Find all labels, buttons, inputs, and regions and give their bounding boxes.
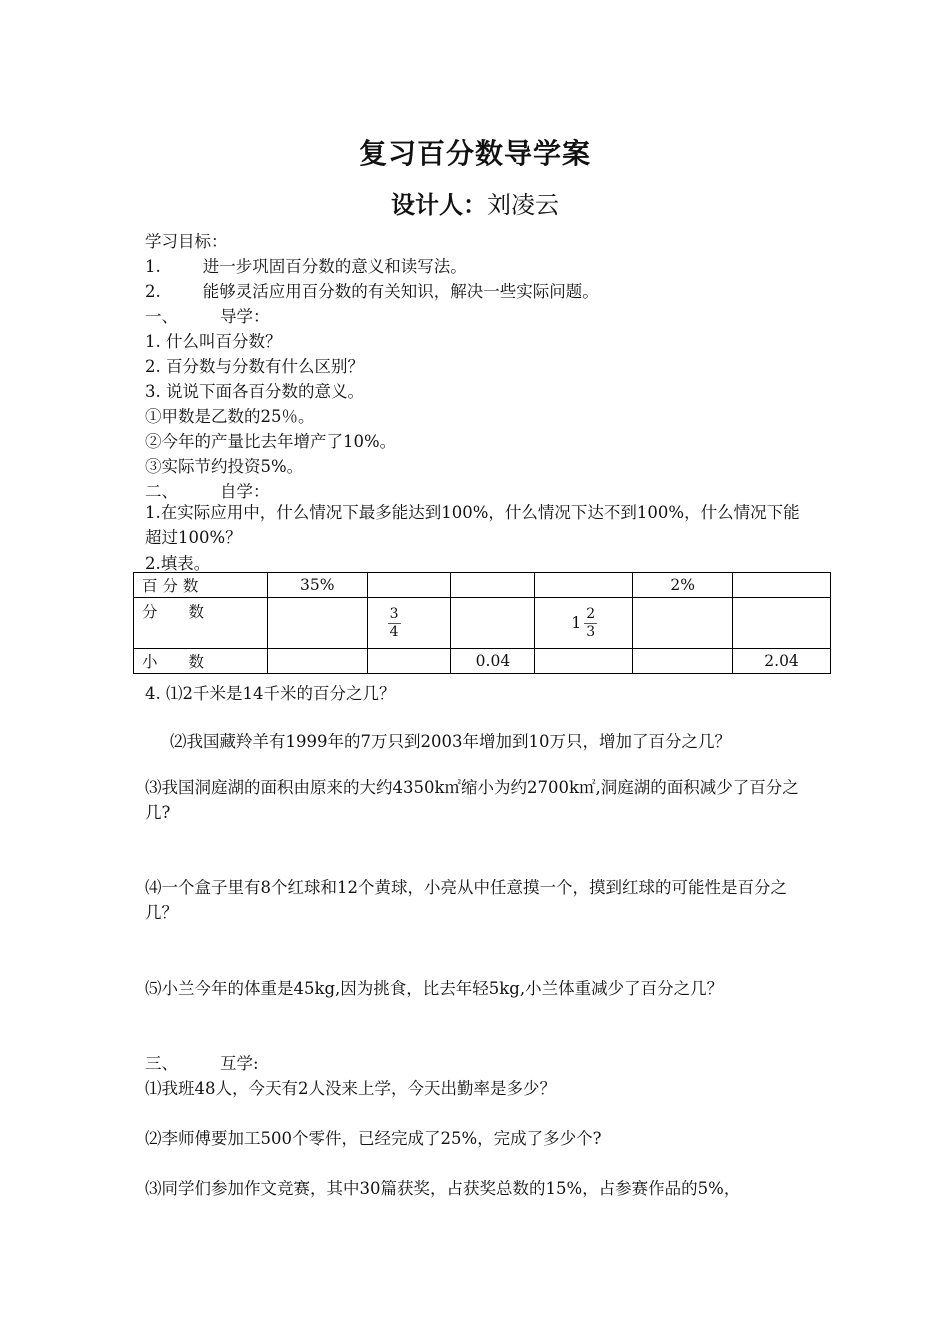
table-cell[interactable] (733, 598, 831, 649)
mixed-whole: 1 (571, 614, 582, 632)
section-title: 导学： (220, 307, 270, 326)
row-label: 百 分 数 (134, 573, 268, 598)
mixed-number-value (571, 606, 597, 641)
table-cell[interactable]: 35% (267, 573, 367, 598)
row-label: 小 数 (134, 649, 268, 674)
section-number: 一、 (145, 307, 178, 326)
objective-num: 2. (145, 282, 161, 301)
fill-table (133, 572, 831, 674)
section-number: 二、 (145, 482, 178, 501)
question-line: 2. 百分数与分数有什么区别？ (145, 357, 364, 376)
question-line: 4. ⑴2千米是14千米的百分之几？ (145, 684, 396, 703)
section-heading (145, 303, 270, 327)
table-cell[interactable] (267, 598, 367, 649)
question-line: ⑴我班48人，今天有2人没来上学，今天出勤率是多少？ (145, 1079, 556, 1098)
question-line: 1. 什么叫百分数？ (145, 332, 282, 351)
objective-item (145, 253, 467, 277)
table-cell[interactable] (367, 598, 451, 649)
section-heading (145, 478, 270, 502)
table-cell[interactable]: 0.04 (451, 649, 535, 674)
designer-label: 设计人： (391, 190, 487, 219)
table-cell[interactable] (535, 573, 633, 598)
fraction-numerator: 3 (389, 605, 399, 622)
question-paragraph: 1.在实际应用中，什么情况下最多能达到100%，什么情况下达不到100%，什么情况下能超过100%？ (145, 503, 800, 547)
row-label: 分 数 (134, 598, 268, 649)
section-heading (145, 1050, 259, 1074)
section-title: 互学: (220, 1054, 259, 1073)
question-line: ⑶同学们参加作文竞赛，其中30篇获奖，占获奖总数的15%，占参赛作品的5%， (145, 1179, 741, 1198)
question-line: ⑵我国藏羚羊有1999年的7万只到2003年增加到10万只，增加了百分之几？ (170, 732, 731, 751)
table-row (134, 649, 831, 674)
question-paragraph: ⑷一个盒子里有8个红球和12个黄球，小亮从中任意摸一个，摸到红球的可能性是百分之几？ (145, 878, 787, 922)
objectives-heading: 学习目标： (145, 232, 228, 251)
objective-item (145, 278, 599, 302)
table-row (134, 598, 831, 649)
section-number: 三、 (145, 1054, 178, 1073)
designer-name: 刘凌云 (487, 191, 559, 219)
question-line: ⑵李师傅要加工500个零件，已经完成了25%，完成了多少个? (145, 1129, 602, 1148)
fraction-value (584, 606, 597, 641)
fraction-denominator: 4 (389, 623, 399, 640)
table-row (134, 573, 831, 598)
table-cell[interactable] (535, 598, 633, 649)
question-line: 2.填表。 (145, 554, 211, 573)
question-line: ②今年的产量比去年增产了10%。 (145, 432, 397, 451)
table-cell[interactable] (451, 573, 535, 598)
question-line: ③实际节约投资5%。 (145, 457, 304, 476)
question-line: ①甲数是乙数的25％。 (145, 407, 315, 426)
designer-line (0, 185, 950, 220)
table-cell[interactable] (733, 573, 831, 598)
fraction-numerator: 2 (586, 605, 596, 622)
table-cell[interactable]: 2% (633, 573, 733, 598)
objective-text: 能够灵活应用百分数的有关知识，解决一些实际问题。 (202, 282, 599, 301)
table-cell[interactable] (367, 649, 451, 674)
table-cell[interactable] (267, 649, 367, 674)
objective-text: 进一步巩固百分数的意义和读写法。 (202, 257, 467, 276)
question-line: 3. 说说下面各百分数的意义。 (145, 382, 364, 401)
table-cell[interactable]: 2.04 (733, 649, 831, 674)
table-cell[interactable] (633, 598, 733, 649)
objective-num: 1. (145, 257, 161, 276)
section-title: 自学： (220, 482, 270, 501)
table-cell[interactable] (633, 649, 733, 674)
table-cell[interactable] (367, 573, 451, 598)
table-cell[interactable] (451, 598, 535, 649)
question-line: ⑸小兰今年的体重是45kg,因为挑食，比去年轻5kg,小兰体重减少了百分之几？ (145, 979, 724, 998)
table-cell[interactable] (535, 649, 633, 674)
question-paragraph: ⑶我国洞庭湖的面积由原来的大约4350k㎡缩小为约2700k㎡,洞庭湖的面积减少了百分之几? (145, 778, 799, 822)
page-title: 复习百分数导学案 (358, 137, 591, 170)
fraction-value (388, 606, 401, 641)
fraction-denominator: 3 (586, 623, 596, 640)
